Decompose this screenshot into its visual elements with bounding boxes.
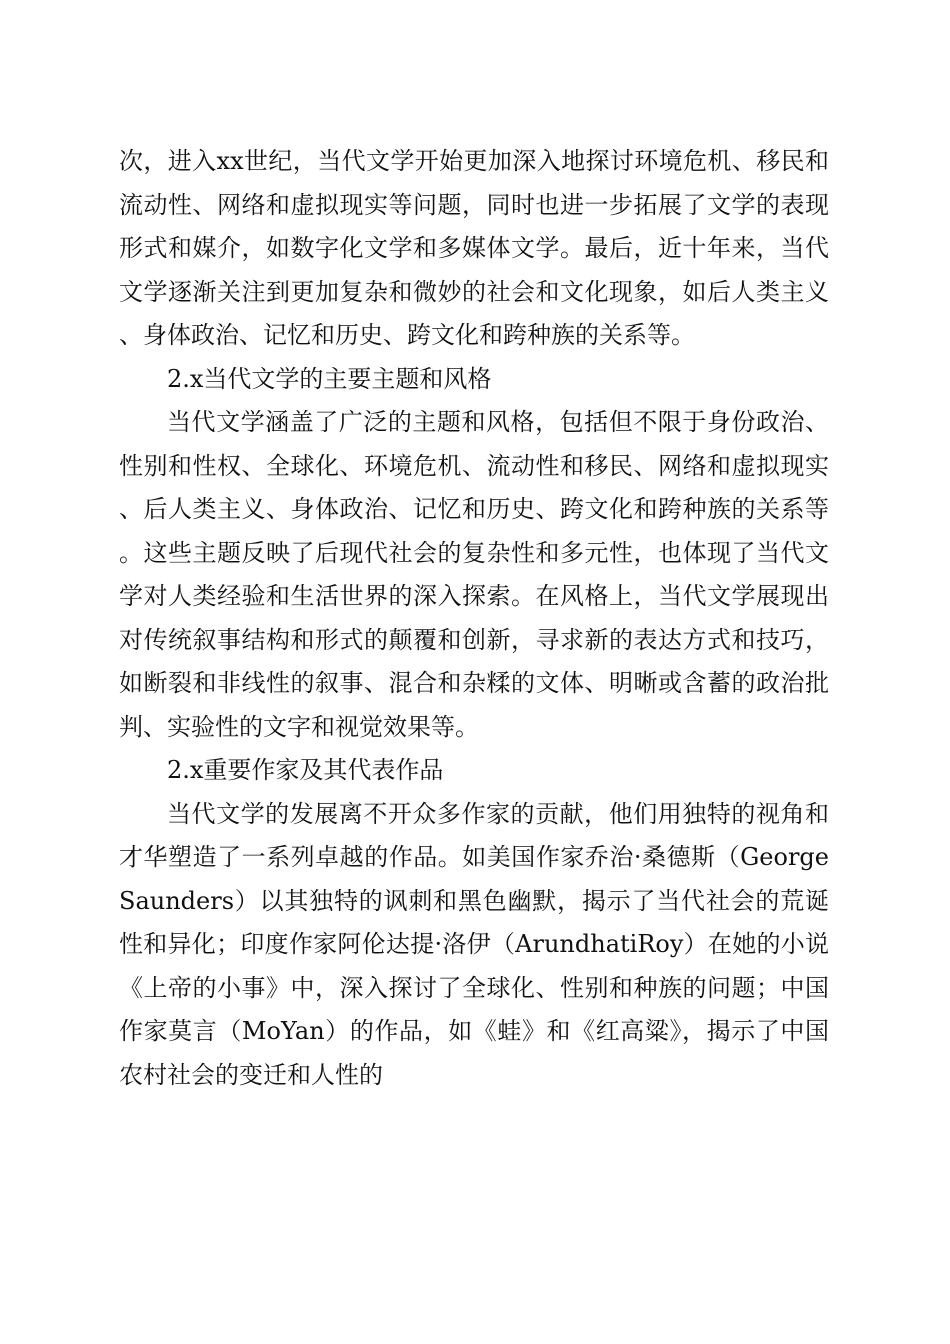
section-heading-writers-works: 2.x重要作家及其代表作品 [167, 756, 444, 784]
paragraph-themes-styles: 当代文学涵盖了广泛的主题和风格，包括但不限于身份政治、性别和性权、全球化、环境危机、流动性和移民、网络和虚拟现实、后人类主义、身体政治、记忆和历史、跨文化和跨种族的关系等。这些主题反映了后现代社会的复杂性和多元性，也体现了当代文学对人类经验和生活世界的深入探索。在风格上，当代文学展现出对传统叙事结构和形式的颠覆和创新，寻求新的表达方式和技巧，如断裂和非线性的叙事、混合和杂糅的文体、明晰或含蓄的政治批判、实验性的文字和视觉效果等。 [119, 408, 829, 741]
section-heading-themes-styles: 2.x当代文学的主要主题和风格 [167, 364, 492, 393]
paragraph-writers-works: 当代文学的发展离不开众多作家的贡献，他们用独特的视角和才华塑造了一系列卓越的作品。如美国作家乔治·桑德斯（GeorgeSaunders）以其独特的讽刺和黑色幽默，揭示了当代社会的荒诞性和异化；印度作家阿伦达提·洛伊（ArundhatiRoy）在她的小说《上帝的小事》中，深入探讨了全球化、性别和种族的问题；中国作家莫言（MoYan）的作品，如《蛙》和《红高粱》，揭示了中国农村社会的变迁和人性的 [119, 799, 829, 1089]
paragraph-continuation: 次，进入xx世纪，当代文学开始更加深入地探讨环境危机、移民和流动性、网络和虚拟现实等问题，同时也进一步拓展了文学的表现形式和媒介，如数字化文学和多媒体文学。最后，近十年来，当代文学逐渐关注到更加复杂和微妙的社会和文化现象，如后人类主义、身体政治、记忆和历史、跨文化和跨种族的关系等。 [119, 147, 829, 349]
document-body [119, 140, 829, 1097]
